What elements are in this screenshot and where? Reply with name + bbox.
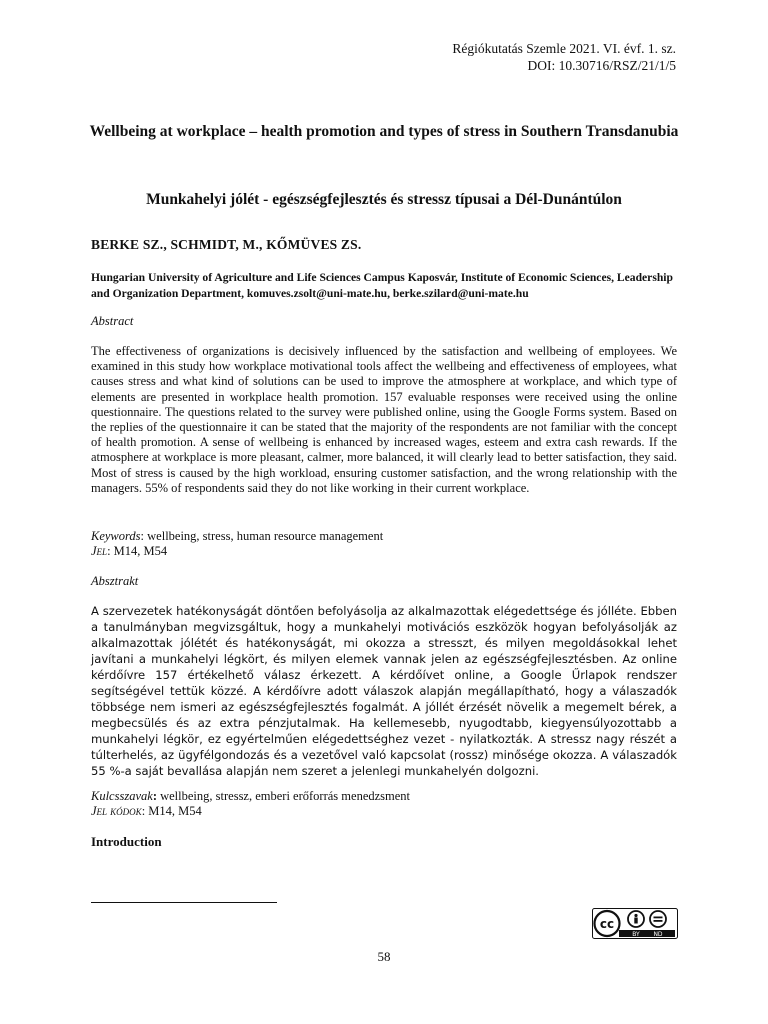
paper-subtitle-hu: Munkahelyi jólét - egészségfejlesztés és stressz típusai a Dél-Dunántúlon [146, 191, 622, 208]
keywords-hu-label: Kulcsszavak [91, 789, 153, 803]
keywords-hu-line: Kulcsszavak: wellbeing, stressz, emberi erőforrás menedzsment [91, 789, 411, 803]
page-number: 58 [377, 949, 391, 964]
svg-text:cc: cc [599, 917, 615, 931]
jel-hu-label: Jel kódok [91, 804, 142, 818]
journal-header [452, 40, 676, 74]
jel-hu-value: : M14, M54 [141, 804, 202, 818]
abstract-heading: Abstract [91, 314, 134, 328]
jel-hu-line [91, 804, 202, 819]
section-heading-introduction: Introduction [91, 834, 162, 849]
keywords-hu-value: wellbeing, stressz, emberi erőforrás menedzsment [156, 789, 411, 803]
abstract-text: The effectiveness of organizations is decisively influenced by the satisfaction and wellbeing of employees. We examined in this study how workplace motivational tools affect the wellbeing and effectiveness of employees, what causes stress and what kind of solutions can be used to improve the atmosphere at workplace, and which type of elements are presented in workplace health promotion. 157 evaluable responses were received using the online questionnaire. The questions related to the survey were published online, using the Google Forms system. Based on the replies of the questionnaire it can be stated that the majority of the respondents are not familiar with the concept of health promotion. A sense of wellbeing is enhanced by increased wages, esteem and extra cash rewards. If the atmosphere at workplace is more pleasant, calmer, more balanced, it will clearly lead to better satisfaction, they said. Most of stress is caused by the high workload, ensuring customer satisfaction, and the wrong relationship with the managers. 55% of respondents said they do not like working in their current workplace. [91, 344, 677, 495]
jel-value: : M14, M54 [107, 544, 168, 558]
journal-name: Régiókutatás Szemle 2021. VI. évf. 1. sz. [452, 41, 676, 56]
footnote-divider [91, 902, 277, 903]
cc-nd-label: ND [653, 931, 663, 939]
abstract-hu-text: A szervezetek hatékonyságát döntően befolyásolja az alkalmazottak elégedettsége és jólléte. Ebben a tanulmányban megvizsgáltuk, hogy a munkahelyi motivációs eszközök hogyan befolyásolják az alkalmazottak jólétét és hatékonyságát, mi okozza a stresszt, és milyen megoldásokkal lehet javítani a munkahelyi légkört, és milyen elemek vannak jelen az egészségfejlesztésben. Az online kérdőívre 157 értékelhető válasz érkezett. A kérdőívet online, a Google Űrlapok rendszer segítségével tettük közzé. A kérdőívre adott válaszok alapján megállapítható, hogy a válaszadók többsége nem ismeri az egészségfejlesztés fogalmát. A jóllét érzését növelik a megemelt bérek, a megbecsülés és az extra pénzjutalmak. Ha kellemesebb, nyugodtabb, kiegyensúlyozottabb a munkahelyi légkör, ez egyértelműen elégedettséghez vezet - nyilatkozták. A stressz nagy részét a túlterhelés, az ügyfélgondozás és a vezetővel való kapcsolat (rossz) minősége okozza. A válaszadók 55 %-a saját bevallása alapján nem szeret a jelenlegi munkahelyén dolgozni. [91, 604, 677, 778]
cc-by-nd-icon [592, 908, 678, 939]
jel-label: Jel [91, 544, 108, 558]
keywords-value: : wellbeing, stress, human resource management [140, 529, 384, 543]
affiliation: Hungarian University of Agriculture and Life Sciences Campus Kaposvár, Institute of Economic Sciences, Leadership and Organization Department, komuves.zsolt@uni-mate.hu, berke.szilard@uni-mate.hu [91, 271, 673, 300]
doi: DOI: 10.30716/RSZ/21/1/5 [527, 58, 676, 73]
keywords-label: Keywords [91, 529, 141, 543]
keywords-line [91, 529, 383, 544]
authors: BERKE SZ., SCHMIDT, M., KŐMÜVES ZS. [91, 237, 362, 252]
cc-by-label: BY [632, 931, 640, 939]
jel-line [91, 544, 167, 559]
paper-title: Wellbeing at workplace – health promotion and types of stress in Southern Transdanubia [89, 123, 679, 140]
abstract-hu-heading: Absztrakt [91, 574, 139, 588]
